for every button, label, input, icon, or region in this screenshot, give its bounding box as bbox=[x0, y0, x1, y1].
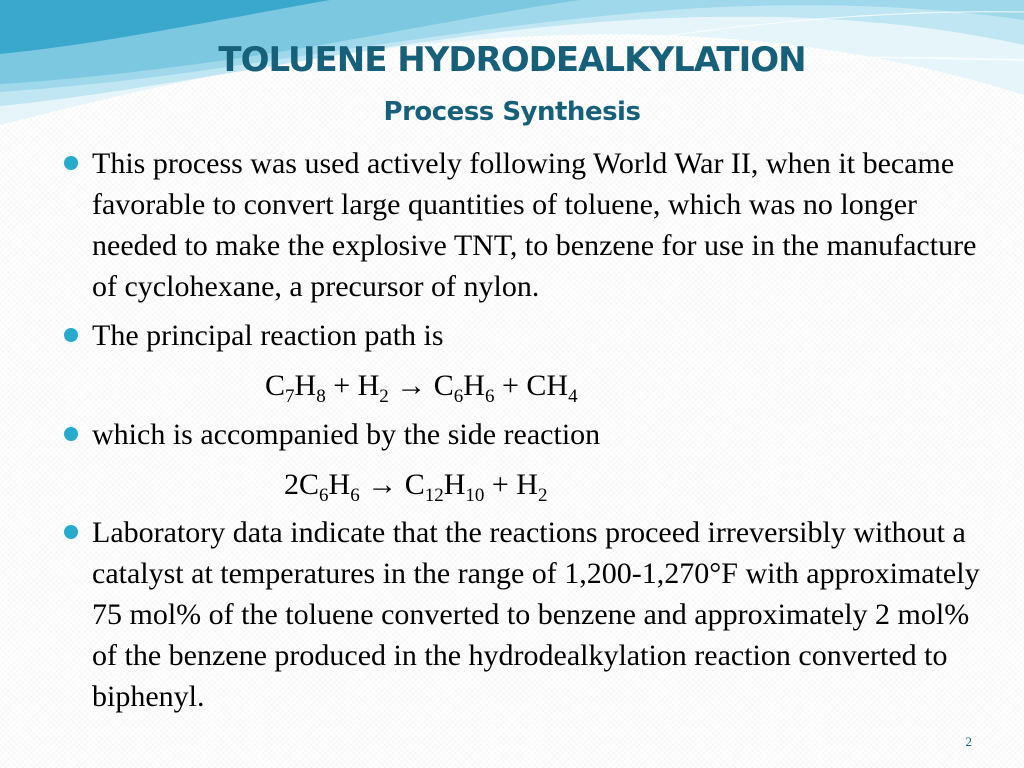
equation-main-reaction: $C_7H_8 + H_2 \to C_6H_6 + CH_4$ bbox=[265, 369, 578, 407]
bullet-laboratory-data: Laboratory data indicate that the reactions proceed irreversibly without a catalyst at temperatures in the range of 1,200-1,270°F with approximately 75 mol% of the toluene converted to benzene and approximately 2 mol% of the benzene produced in the hydrodealkylation reaction converted to biphenyl. bbox=[92, 512, 992, 717]
reaction-arrow-icon: → bbox=[359, 468, 405, 501]
slide-title: TOLUENE HYDRODEALKYLATION bbox=[218, 40, 806, 80]
equation-side-reaction: $2C_6H_6 \to C_{12}H_{10} + H_2$ bbox=[284, 468, 548, 506]
bullet-history: This process was used actively following World War II, when it became favorable to convert large quantities of toluene, which was no longer needed to make the explosive TNT, to benzene for use in the manufacture of cyclohexane, a precursor of nylon. bbox=[92, 143, 992, 307]
bullet-principal-reaction: The principal reaction path is bbox=[92, 315, 992, 356]
reaction-arrow-icon: → bbox=[388, 369, 434, 402]
bullet-side-reaction: which is accompanied by the side reaction bbox=[92, 414, 992, 455]
page-number: 2 bbox=[965, 734, 972, 749]
slide-subtitle: Process Synthesis bbox=[383, 97, 641, 127]
